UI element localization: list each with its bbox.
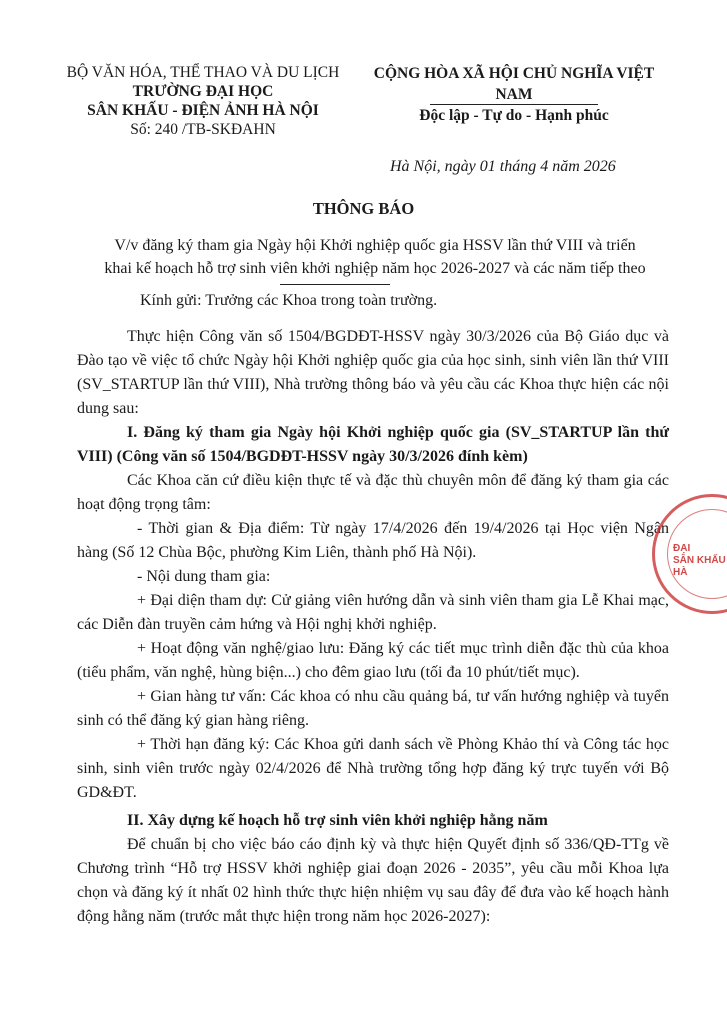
section-2-heading: II. Xây dựng kế hoạch hỗ trợ sinh viên khởi nghiệp hằng năm (127, 812, 548, 829)
section-1-heading: I. Đăng ký tham gia Ngày hội Khởi nghiệp quốc gia (SV_STARTUP lần thứ VIII) (Công văn số 1504/BGDĐT-HSSV ngày 30/3/2026 đính kèm) (77, 424, 669, 465)
seal-text-line-3: HÀ (673, 567, 688, 578)
section-2-paragraph: Để chuẩn bị cho việc báo cáo định kỳ và thực hiện Quyết định số 336/QĐ-TTg về Chương trình “Hỗ trợ HSSV khởi nghiệp giai đoạn 2026 - 2035”, yêu cầu mỗi Khoa lựa chọn và đăng ký ít nhất 02 hình thức thực hiện nhiệm vụ sau đây để đưa vào kế hoạch hành động hằng năm (trước mắt thực hiện trong năm học 2026-2027): (77, 836, 669, 925)
country-name: CỘNG HÒA XÃ HỘI CHỦ NGHĨA VIỆT NAM (373, 65, 655, 103)
school-name-line2: SÂN KHẤU - ĐIỆN ẢNH HÀ NỘI (87, 102, 319, 119)
document-number: Số: 240 /TB-SKĐAHN (130, 121, 276, 138)
subject-underline (280, 284, 390, 285)
intro-paragraph: Thực hiện Công văn số 1504/BGDĐT-HSSV ngày 30/3/2026 của Bộ Giáo dục và Đào tạo về việc tổ chức Ngày hội Khởi nghiệp quốc gia của học sinh, sinh viên lần thứ VIII (SV_STARTUP lần thứ VIII), Nhà trường thông báo và yêu cầu các Khoa thực hiện các nội dung sau: (77, 328, 669, 417)
section-1-content-label: - Nội dung tham gia: (137, 568, 271, 585)
section-1-time-location: - Thời gian & Địa điểm: Từ ngày 17/4/2026 đến 19/4/2026 tại Học viện Ngân hàng (Số 12 Chùa Bộc, phường Kim Liên, thành phố Hà Nội). (77, 520, 669, 561)
school-name-line1: TRƯỜNG ĐẠI HỌC (132, 83, 274, 100)
section-1-bullet-performances: + Hoạt động văn nghệ/giao lưu: Đăng ký các tiết mục trình diễn đặc thù của khoa (tiểu phẩm, văn nghệ, hùng biện...) cho đêm giao lưu (tối đa 10 phút/tiết mục). (77, 640, 669, 681)
document-subject (60, 234, 690, 280)
recipient-line: Kính gửi: Trưởng các Khoa trong toàn trường. (140, 292, 438, 309)
ministry-name: BỘ VĂN HÓA, THỂ THAO VÀ DU LỊCH (66, 64, 340, 81)
document-title: THÔNG BÁO (312, 199, 415, 218)
subject-line-2: khai kế hoạch hỗ trợ sinh viên khởi nghiệp năm học 2026-2027 và các năm tiếp theo (104, 260, 646, 277)
subject-line-1: V/v đăng ký tham gia Ngày hội Khởi nghiệp quốc gia HSSV lần thứ VIII và triển (114, 237, 636, 254)
header-left (44, 63, 362, 139)
seal-text (673, 543, 726, 579)
section-1-bullet-representatives: + Đại diện tham dự: Cử giảng viên hướng dẫn và sinh viên tham gia Lễ Khai mạc, các Diễn đàn truyền cảm hứng và Hội nghị khởi nghiệp. (77, 592, 669, 633)
national-motto: Độc lập - Tự do - Hạnh phúc (419, 107, 609, 124)
seal-text-line-2: SÂN KHẤU (673, 555, 726, 566)
seal-text-line-1: ĐẠI (673, 543, 691, 554)
section-1-paragraph: Các Khoa căn cứ điều kiện thực tế và đặc thù chuyên môn để đăng ký tham gia các hoạt động trọng tâm: (77, 472, 669, 513)
section-1-bullet-deadline: + Thời hạn đăng ký: Các Khoa gửi danh sách về Phòng Khảo thí và Công tác học sinh, sinh viên trước ngày 02/4/2026 để Nhà trường tổng hợp đăng ký trực tuyến với Bộ GD&ĐT. (77, 736, 669, 801)
motto-underline (430, 104, 598, 105)
section-1-bullet-booths: + Gian hàng tư vấn: Các khoa có nhu cầu quảng bá, tư vấn hướng nghiệp và tuyển sinh có thể đăng ký gian hàng riêng. (77, 688, 669, 729)
header-right (354, 63, 674, 126)
document-body (77, 325, 669, 929)
issue-date: Hà Nội, ngày 01 tháng 4 năm 2026 (390, 158, 616, 175)
